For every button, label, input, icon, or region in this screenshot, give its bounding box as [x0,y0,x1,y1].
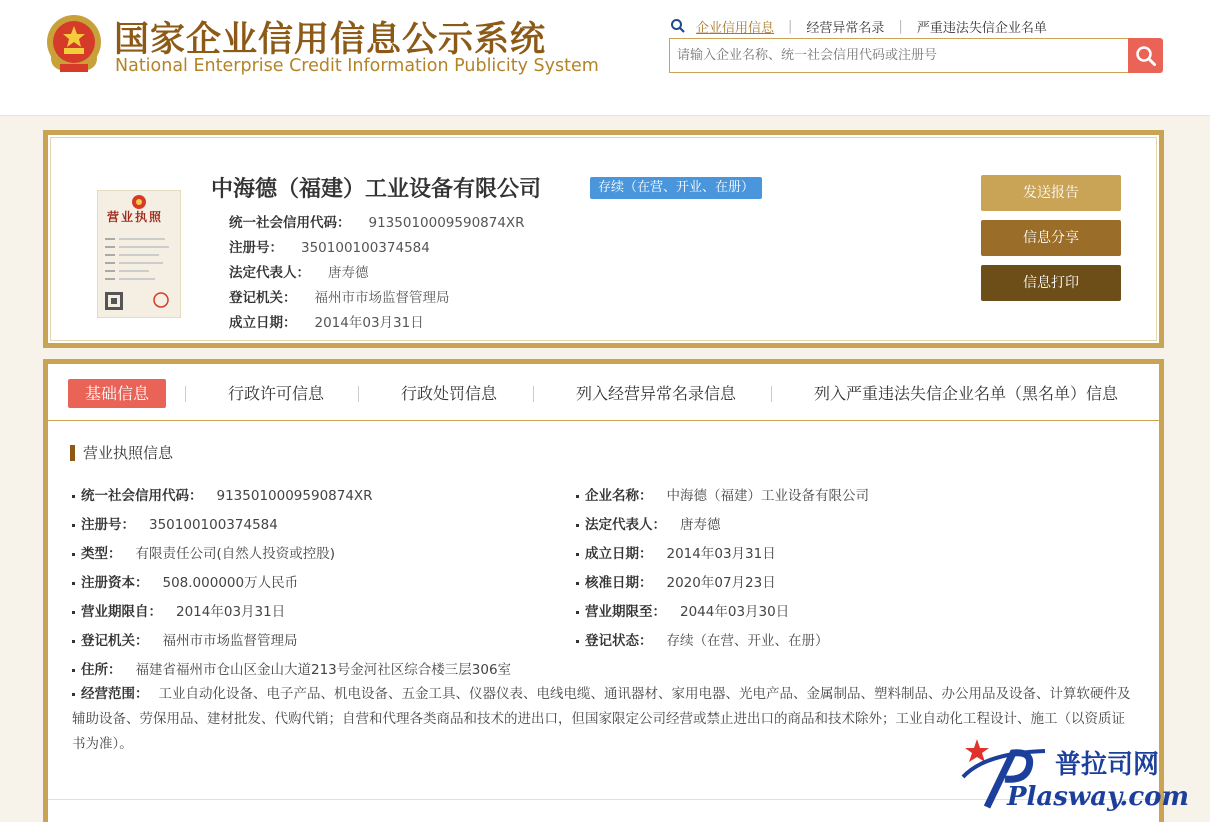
info-credit-code: 统一社会信用代码： 9135010009590874XR [229,215,525,231]
tab-admin-license[interactable]: 行政许可信息 [228,384,325,403]
field-reg-authority: 登记机关： 福州市市场监督管理局 [72,629,298,649]
company-card [43,130,1164,348]
send-report-button[interactable]: 发送报告 [981,175,1121,211]
nav-divider: | [788,18,793,34]
field-address: 住所： 福建省福州市仓山区金山大道213号金河社区综合楼三层306室 [72,658,511,678]
company-card-inner [50,137,1157,341]
field-term-to: 营业期限至： 2044年03月30日 [576,600,789,620]
nav-enterprise-credit[interactable]: 企业信用信息 [696,20,775,36]
nav-divider: | [898,18,903,34]
header [0,0,1210,116]
search-input[interactable] [669,38,1129,73]
nav-blacklist[interactable]: 严重违法失信企业名单 [916,20,1047,36]
field-approval-date: 核准日期： 2020年07月23日 [576,571,776,591]
search-bar [669,38,1163,73]
national-emblem-icon [44,12,104,76]
tab-divider [533,386,534,402]
status-badge: 存续（在营、开业、在册） [590,177,762,199]
search-icon [670,18,686,34]
share-info-button[interactable]: 信息分享 [981,220,1121,256]
tab-divider [185,386,186,402]
field-type: 类型： 有限责任公司(自然人投资或控股) [72,542,335,562]
print-info-button[interactable]: 信息打印 [981,265,1121,301]
site-title: 国家企业信用信息公示系统 [114,20,547,60]
section-title: 营业执照信息 [70,445,173,461]
tab-bar [43,359,1164,423]
info-founded-date: 成立日期： 2014年03月31日 [229,315,424,331]
field-business-scope: 经营范围： 工业自动化设备、电子产品、机电设备、五金工具、仪器仪表、电线电缆、通讯器材、家用电器、光电产品、金属制品、塑料制品、办公用品及设备、计算软硬件及辅助设备、劳保用品、建材批发、代购代销；自营和代理各类商品和技术的进出口，但国家限定公司经营或禁止进出口的商品和技术除外；工业自动化工程设计、施工（以资质证书为准）。 [72,686,1131,752]
field-company-name: 企业名称： 中海德（福建）工业设备有限公司 [576,484,869,504]
field-reg-number: 注册号： 350100100374584 [72,513,278,533]
field-legal-rep: 法定代表人： 唐寿德 [576,513,721,533]
field-credit-code: 统一社会信用代码： 9135010009590874XR [72,484,373,504]
tab-blacklist[interactable]: 列入严重违法失信企业名单（黑名单）信息 [814,384,1119,403]
tab-divider [358,386,359,402]
info-reg-authority: 登记机关： 福州市市场监督管理局 [229,290,450,306]
info-legal-rep: 法定代表人： 唐寿德 [229,265,369,281]
field-reg-status: 登记状态： 存续（在营、开业、在册） [576,629,829,649]
watermark-en: Plasway.com [1007,782,1189,812]
field-reg-capital: 注册资本： 508.000000万人民币 [72,571,298,591]
field-term-from: 营业期限自： 2014年03月31日 [72,600,285,620]
tab-divider [771,386,772,402]
tab-basic-info[interactable]: 基础信息 [68,379,166,408]
watermark-cn: 普拉司网 [1055,750,1160,780]
search-icon [1135,45,1157,67]
field-founded-date: 成立日期： 2014年03月31日 [576,542,776,562]
site-subtitle: National Enterprise Credit Information Publicity System [115,56,599,76]
nav-abnormal-list[interactable]: 经营异常名录 [806,20,885,36]
tab-admin-penalty[interactable]: 行政处罚信息 [401,384,498,403]
top-nav [670,16,1047,36]
search-button[interactable] [1128,38,1163,73]
tab-abnormal-list[interactable]: 列入经营异常名录信息 [576,384,737,403]
license-title: 营业执照 [107,210,164,224]
info-reg-number: 注册号： 350100100374584 [229,240,430,256]
company-name: 中海德（福建）工业设备有限公司 [211,177,542,202]
watermark-logo [955,733,1205,813]
